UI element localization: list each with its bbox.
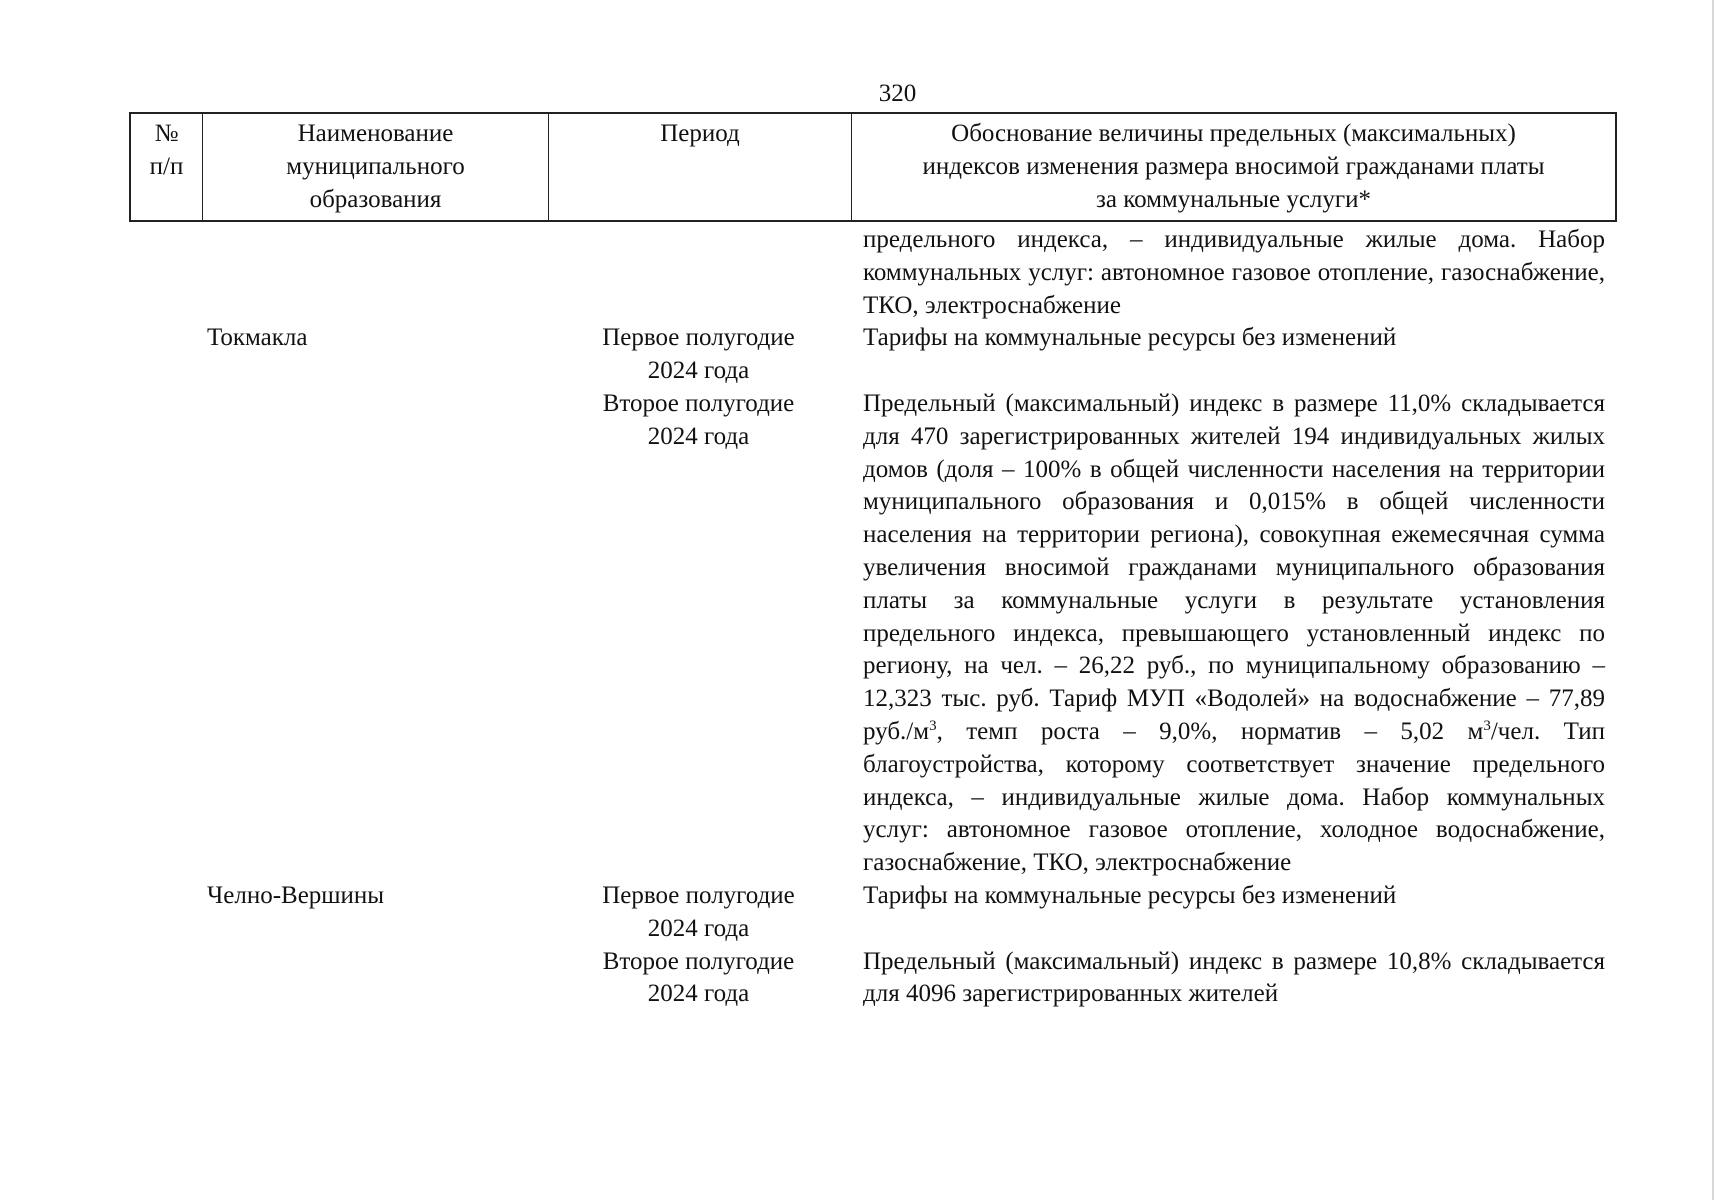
period-line: Первое полугодие xyxy=(602,881,795,909)
basis-text: предельного индекса, – индивидуальные жилые дома. Набор коммунальных услуг: автономное газовое отопление, газоснабжение, ТКО, электроснабжение xyxy=(863,226,1605,319)
basis-text: Тарифы на коммунальные ресурсы без изменений xyxy=(863,881,1397,909)
basis-cell xyxy=(850,946,1617,1012)
row-number-cell xyxy=(129,880,201,946)
header-basis-line: индексов изменения размера вносимой гражданами платы xyxy=(922,153,1545,180)
basis-text: Предельный (максимальный) индекс в размере 10,8% складывается для 4096 зарегистрированных жителей xyxy=(863,947,1605,1008)
municipality-cell: Челно-Вершины xyxy=(207,881,385,909)
period-cell xyxy=(547,224,850,322)
period-cell xyxy=(547,322,850,388)
basis-text-part: Предельный (максимальный) индекс в размере 11,0% складывается для 470 зарегистрированных жителей 194 индивидуальных жилых домов (доля – 100% в общей численности населения на территории муниципального образования и 0,015% в общей численности населения на территории региона), совокупная ежемесячная сумма увеличения вносимой гражданами муниципального образования платы за коммунальные услуги в результате установления предельного индекса, превышающего установленный индекс по региону, на чел. – 26,22 руб., по муниципальному образованию – 12,323 тыс. руб. Тариф МУП «Водолей» на водоснабжение – 77,89 руб./м xyxy=(863,389,1605,745)
municipality-cell: Токмакла xyxy=(207,324,308,352)
period-line: Второе полугодие xyxy=(602,389,795,417)
table-row xyxy=(129,946,1617,1012)
basis-cell xyxy=(850,224,1617,322)
table-row xyxy=(129,388,1617,880)
period-line: Первое полугодие xyxy=(602,324,795,352)
period-line: 2024 года xyxy=(647,422,750,450)
superscript: 3 xyxy=(1483,717,1491,734)
header-basis-line: за коммунальные услуги* xyxy=(1095,186,1372,213)
superscript: 3 xyxy=(929,717,937,734)
period-cell xyxy=(547,946,850,1012)
header-name-line: муниципального xyxy=(286,153,465,180)
table-header xyxy=(129,112,1617,222)
basis-text-part: /чел. Тип благоустройства, которому соответствует значение предельного индекса, – индивидуальные жилые дома. Набор коммунальных услуг: автономное газовое отопление, холодное водоснабжение, газоснабжение, ТКО, электроснабжение xyxy=(863,717,1606,877)
municipality-cell xyxy=(201,388,547,880)
period-line: 2024 года xyxy=(647,980,750,1008)
header-num-line: № xyxy=(154,120,179,147)
period-line: 2024 года xyxy=(647,914,750,942)
row-number-cell xyxy=(129,322,201,388)
period-cell xyxy=(547,388,850,880)
period-line: Второе полугодие xyxy=(602,947,795,975)
header-period-line: Период xyxy=(660,120,740,147)
basis-cell xyxy=(850,880,1617,946)
row-number-cell xyxy=(129,946,201,1012)
header-num-line: п/п xyxy=(149,153,184,180)
basis-text: Тарифы на коммунальные ресурсы без изменений xyxy=(863,324,1397,352)
header-cell-number xyxy=(131,114,203,220)
table-row xyxy=(129,880,1617,946)
municipality-cell xyxy=(201,946,547,1012)
table-row xyxy=(129,224,1617,322)
row-number-cell xyxy=(129,388,201,880)
period-line: 2024 года xyxy=(647,357,750,385)
table-row xyxy=(129,322,1617,388)
table-body xyxy=(129,224,1617,1011)
header-cell-municipality xyxy=(203,114,549,220)
row-number-cell xyxy=(129,224,201,322)
header-cell-period xyxy=(549,114,852,220)
header-name-line: Наименование xyxy=(297,120,454,147)
period-cell xyxy=(547,880,850,946)
header-basis-line: Обоснование величины предельных (максимальных) xyxy=(951,120,1516,147)
basis-text xyxy=(863,388,1605,880)
header-name-line: образования xyxy=(309,186,442,213)
basis-cell xyxy=(850,322,1617,388)
basis-cell xyxy=(850,388,1617,880)
municipality-cell xyxy=(201,224,547,322)
header-cell-basis xyxy=(852,114,1615,220)
basis-text-part: , темп роста – 9,0%, норматив – 5,02 м xyxy=(936,717,1484,745)
page-number: 320 xyxy=(878,80,917,107)
